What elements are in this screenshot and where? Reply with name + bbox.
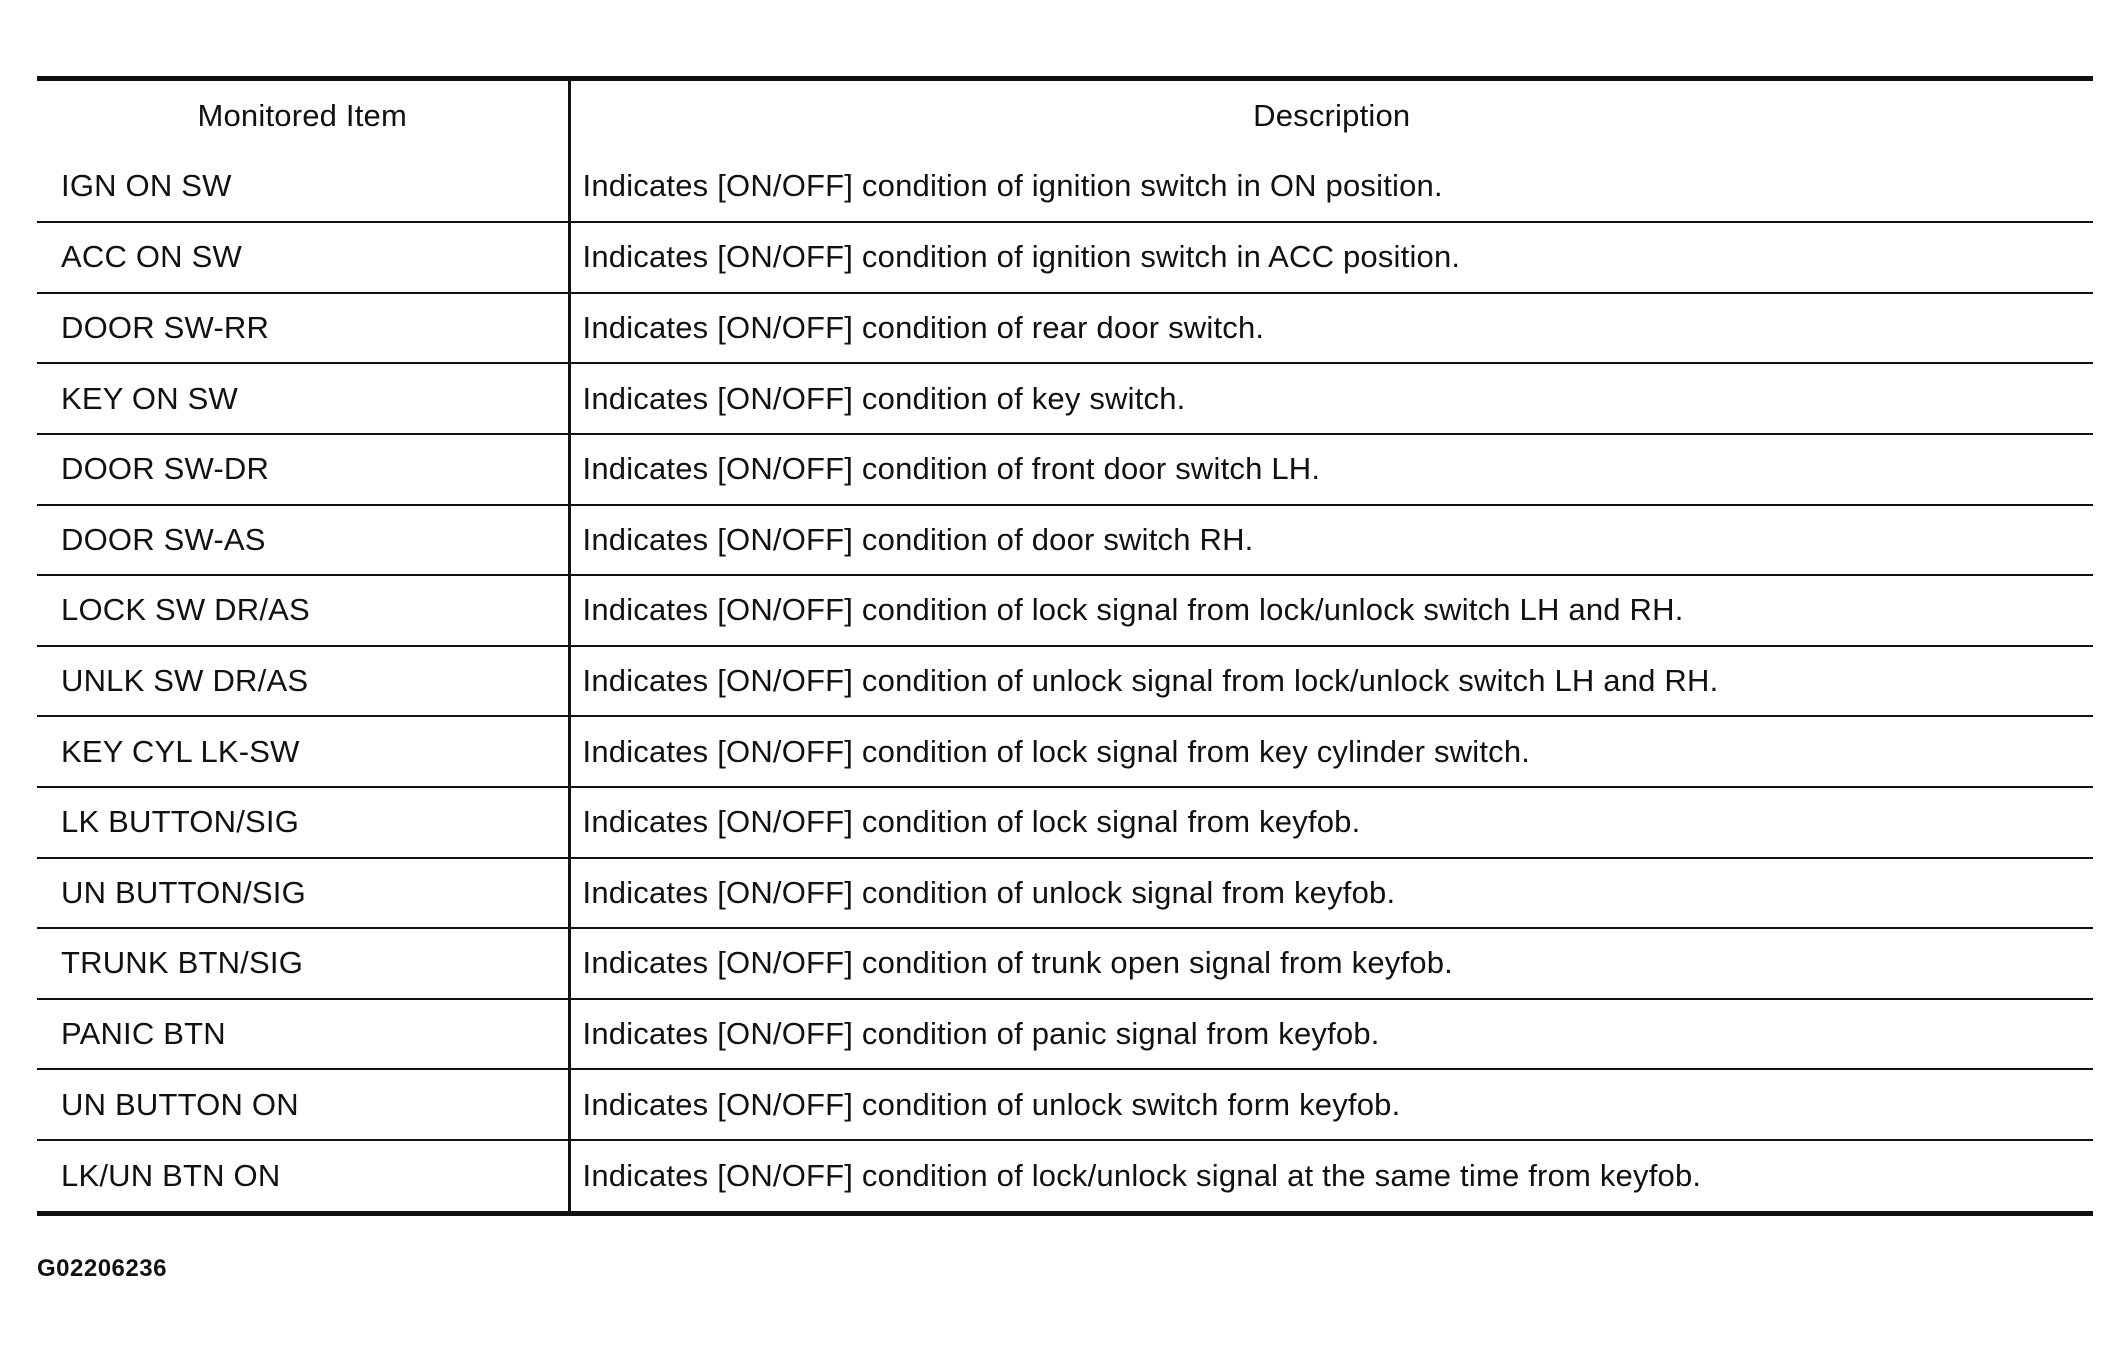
description-cell: Indicates [ON/OFF] condition of ignition switch in ON position. [582, 168, 1443, 204]
monitored-item-cell: LOCK SW DR/AS [37, 575, 569, 646]
table-row [37, 716, 2093, 787]
header-monitored-item: Monitored Item [37, 81, 569, 152]
description-cell: Indicates [ON/OFF] condition of trunk open signal from keyfob. [569, 928, 2093, 999]
monitored-item-cell: KEY ON SW [37, 363, 569, 434]
monitored-item-cell: KEY CYL LK-SW [37, 716, 569, 787]
monitored-item-cell: UN BUTTON ON [37, 1069, 569, 1140]
description-cell: Indicates [ON/OFF] condition of unlock signal from lock/unlock switch LH and RH. [569, 646, 2093, 717]
table-row [37, 222, 2093, 293]
description-cell: Indicates [ON/OFF] condition of front door switch LH. [569, 434, 2093, 505]
monitored-item-cell: UN BUTTON/SIG [37, 858, 569, 929]
table-row [37, 575, 2093, 646]
table-row [37, 858, 2093, 929]
description-cell: Indicates [ON/OFF] condition of lock signal from key cylinder switch. [569, 716, 2093, 787]
monitored-item-cell: UNLK SW DR/AS [37, 646, 569, 717]
monitored-item-cell: DOOR SW-AS [37, 505, 569, 576]
description-cell: Indicates [ON/OFF] condition of lock signal from keyfob. [569, 787, 2093, 858]
table-row [37, 1069, 2093, 1140]
description-cell: Indicates [ON/OFF] condition of door switch RH. [569, 505, 2093, 576]
table-row [37, 293, 2093, 364]
header-description: Description [1253, 98, 1411, 134]
description-cell: Indicates [ON/OFF] condition of lock signal from lock/unlock switch LH and RH. [569, 575, 2093, 646]
description-cell: Indicates [ON/OFF] condition of lock/unlock signal at the same time from keyfob. [569, 1140, 2093, 1211]
monitored-item-cell: DOOR SW-RR [37, 293, 569, 364]
table-header-row [37, 81, 2093, 152]
monitored-item-cell: LK/UN BTN ON [37, 1140, 569, 1211]
monitored-item-cell: IGN ON SW [37, 152, 569, 223]
description-cell: Indicates [ON/OFF] condition of panic signal from keyfob. [569, 999, 2093, 1070]
monitored-item-cell: TRUNK BTN/SIG [37, 928, 569, 999]
table-row [37, 646, 2093, 717]
description-cell: Indicates [ON/OFF] condition of unlock signal from keyfob. [569, 858, 2093, 929]
figure-id: G02206236 [37, 1255, 167, 1282]
monitored-item-cell: LK BUTTON/SIG [37, 787, 569, 858]
monitored-item-cell: PANIC BTN [37, 999, 569, 1070]
description-cell: Indicates [ON/OFF] condition of key switch. [569, 363, 2093, 434]
description-cell: Indicates [ON/OFF] condition of ignition switch in ACC position. [569, 222, 2093, 293]
table-row [37, 434, 2093, 505]
monitored-item-cell: DOOR SW-DR [37, 434, 569, 505]
monitor-items-table [37, 81, 2093, 1211]
table-row [37, 505, 2093, 576]
monitored-item-cell: ACC ON SW [37, 222, 569, 293]
table-row [37, 999, 2093, 1070]
description-cell: Indicates [ON/OFF] condition of unlock switch form keyfob. [569, 1069, 2093, 1140]
description-cell: Indicates [ON/OFF] condition of rear door switch. [569, 293, 2093, 364]
table-body [37, 152, 2093, 1211]
monitor-table-frame [37, 76, 2093, 1216]
table-row [37, 1140, 2093, 1211]
table-row [37, 363, 2093, 434]
table-row [37, 787, 2093, 858]
table-row [37, 928, 2093, 999]
table-row [37, 152, 2093, 223]
